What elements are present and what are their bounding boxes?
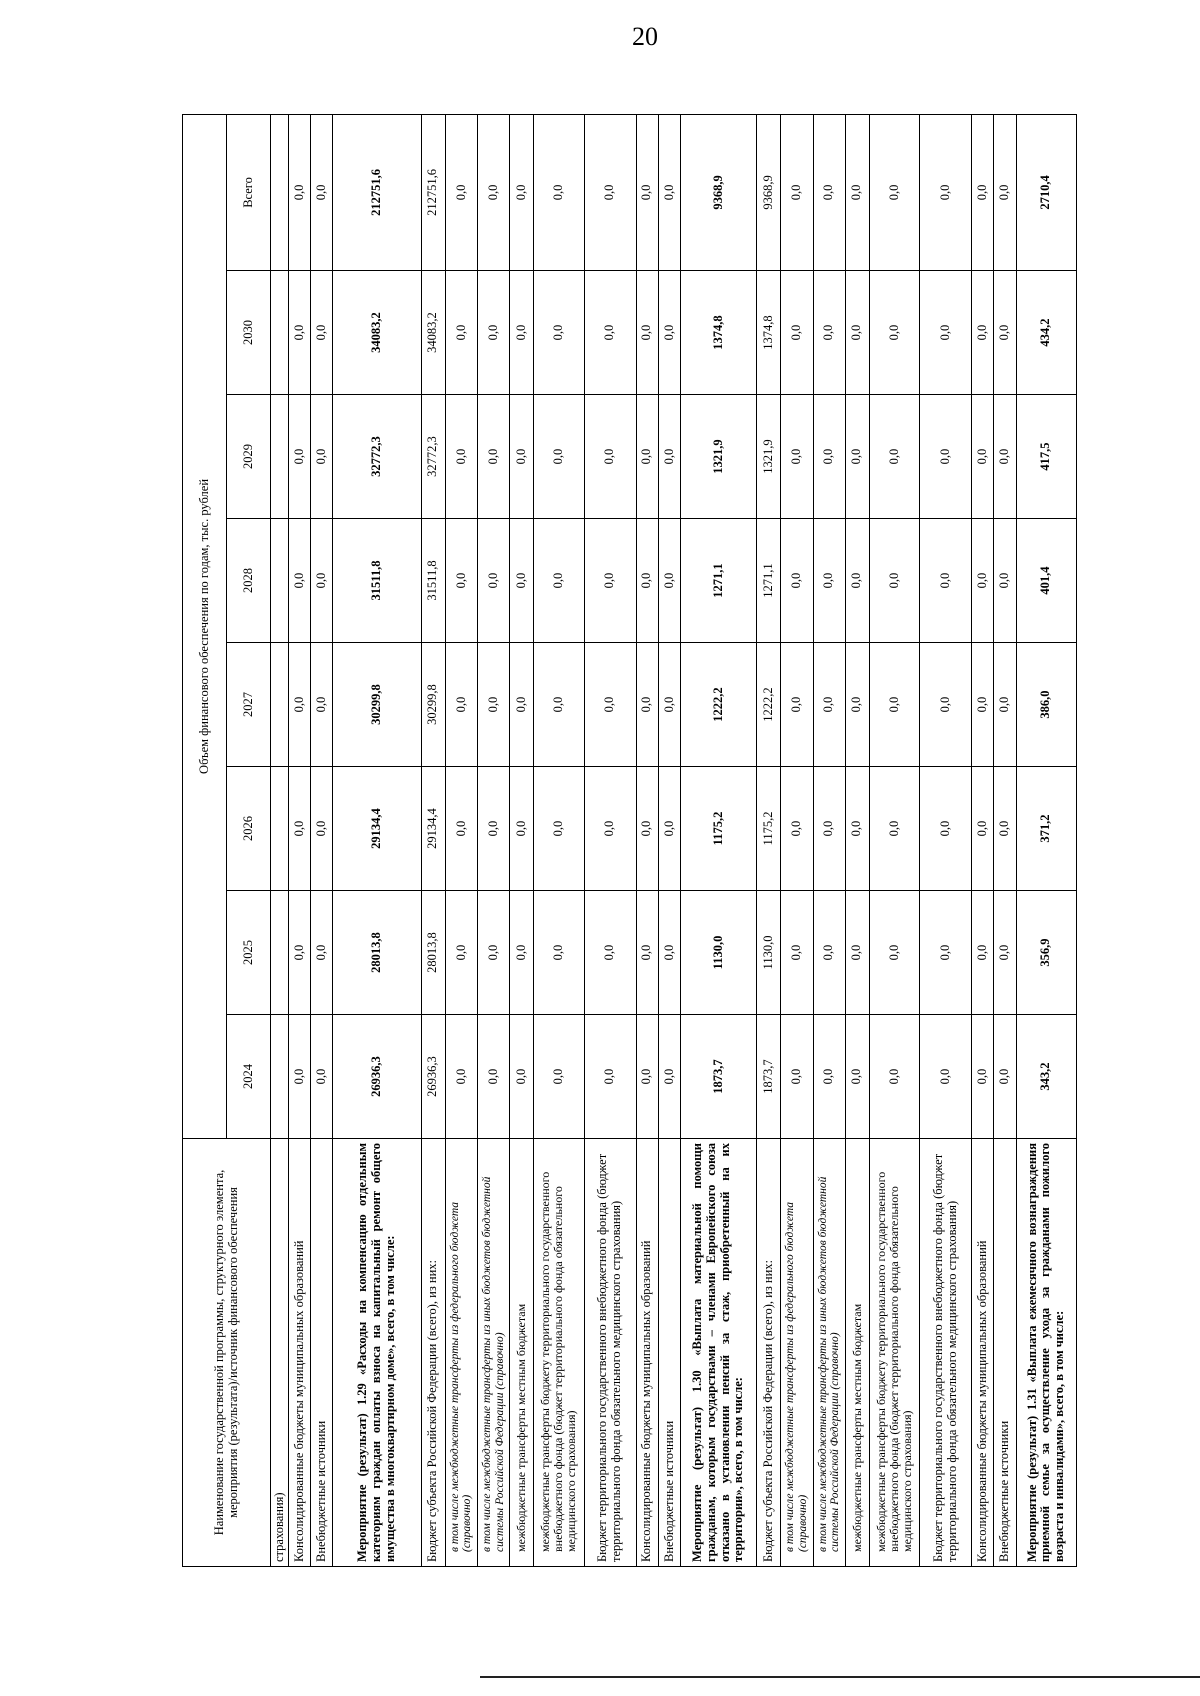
row-year-value: 0,0 bbox=[478, 1015, 510, 1139]
row-name: в том числе межбюджетные трансферты из федерального бюджета (справочно) bbox=[781, 1139, 813, 1567]
row-year-value: 0,0 bbox=[534, 395, 584, 519]
row-year-value: 0,0 bbox=[534, 767, 584, 891]
row-year-value: 0,0 bbox=[658, 395, 680, 519]
row-year-value: 0,0 bbox=[636, 643, 658, 767]
row-year-value: 401,4 bbox=[1016, 519, 1076, 643]
row-year-value: 0,0 bbox=[534, 271, 584, 395]
row-year-value: 0,0 bbox=[869, 271, 919, 395]
row-year-value: 30299,8 bbox=[421, 643, 445, 767]
row-year-value: 0,0 bbox=[658, 271, 680, 395]
row-name: Консолидированные бюджеты муниципальных образований bbox=[636, 1139, 658, 1567]
row-year-value: 32772,3 bbox=[421, 395, 445, 519]
row-year-value: 0,0 bbox=[972, 643, 994, 767]
row-year-value: 0,0 bbox=[584, 1015, 636, 1139]
row-year-value: 0,0 bbox=[658, 519, 680, 643]
row-year-value: 30299,8 bbox=[333, 643, 421, 767]
row-year-value: 0,0 bbox=[845, 271, 869, 395]
table-row bbox=[510, 114, 534, 1566]
row-total-value: 0,0 bbox=[994, 114, 1016, 270]
row-year-value: 0,0 bbox=[869, 767, 919, 891]
row-year-value: 0,0 bbox=[636, 395, 658, 519]
row-year-value: 0,0 bbox=[920, 891, 972, 1015]
row-year-value: 0,0 bbox=[584, 643, 636, 767]
row-year-value: 0,0 bbox=[510, 519, 534, 643]
table-row bbox=[845, 114, 869, 1566]
row-year-value: 31511,8 bbox=[421, 519, 445, 643]
row-year-value: 0,0 bbox=[510, 395, 534, 519]
header-year: 2027 bbox=[227, 643, 271, 767]
row-year-value: 0,0 bbox=[289, 271, 311, 395]
row-year-value: 1222,2 bbox=[757, 643, 781, 767]
row-year-value bbox=[271, 1015, 289, 1139]
row-year-value: 1873,7 bbox=[757, 1015, 781, 1139]
table-row bbox=[289, 114, 311, 1566]
row-year-value: 0,0 bbox=[478, 643, 510, 767]
row-year-value: 0,0 bbox=[869, 891, 919, 1015]
row-year-value: 0,0 bbox=[445, 767, 477, 891]
row-total-value: 0,0 bbox=[445, 114, 477, 270]
row-year-value: 0,0 bbox=[289, 1015, 311, 1139]
table-row bbox=[271, 114, 289, 1566]
row-total-value: 0,0 bbox=[584, 114, 636, 270]
scan-edge-line bbox=[480, 1676, 1200, 1678]
table-row bbox=[972, 114, 994, 1566]
row-year-value: 0,0 bbox=[781, 1015, 813, 1139]
row-year-value: 0,0 bbox=[289, 395, 311, 519]
row-name: межбюджетные трансферты местным бюджетам bbox=[845, 1139, 869, 1567]
header-volume-col: Объем финансового обеспечения по годам, тыс. рублей bbox=[183, 114, 227, 1138]
row-total-value: 0,0 bbox=[813, 114, 845, 270]
table-row bbox=[584, 114, 636, 1566]
row-year-value: 0,0 bbox=[445, 643, 477, 767]
row-name: Бюджет территориального государственного внебюджетного фонда (бюджет территориального фонда обязательного медицинского страхования) bbox=[584, 1139, 636, 1567]
row-year-value: 0,0 bbox=[584, 767, 636, 891]
row-year-value: 356,9 bbox=[1016, 891, 1076, 1015]
header-year: 2029 bbox=[227, 395, 271, 519]
row-year-value: 0,0 bbox=[845, 519, 869, 643]
row-year-value: 0,0 bbox=[658, 891, 680, 1015]
row-year-value: 0,0 bbox=[534, 643, 584, 767]
table-row bbox=[869, 114, 919, 1566]
row-year-value: 0,0 bbox=[972, 395, 994, 519]
row-name: в том числе межбюджетные трансферты из иных бюджетов бюджетной системы Российской Федерации (справочно) bbox=[813, 1139, 845, 1567]
row-year-value: 0,0 bbox=[658, 1015, 680, 1139]
row-total-value: 212751,6 bbox=[421, 114, 445, 270]
row-year-value: 0,0 bbox=[994, 767, 1016, 891]
row-year-value: 1374,8 bbox=[757, 271, 781, 395]
row-year-value: 0,0 bbox=[510, 891, 534, 1015]
row-year-value bbox=[271, 643, 289, 767]
row-year-value: 0,0 bbox=[994, 519, 1016, 643]
row-year-value: 0,0 bbox=[813, 271, 845, 395]
row-year-value: 0,0 bbox=[445, 519, 477, 643]
row-year-value: 1873,7 bbox=[680, 1015, 756, 1139]
row-year-value: 0,0 bbox=[311, 519, 333, 643]
row-year-value: 0,0 bbox=[994, 643, 1016, 767]
row-year-value: 0,0 bbox=[658, 767, 680, 891]
row-year-value: 0,0 bbox=[994, 271, 1016, 395]
row-total-value: 0,0 bbox=[658, 114, 680, 270]
row-name: Мероприятие (результат) 1.29 «Расходы на компенсацию отдельным категориям граждан оплаты взноса на капитальный ремонт общего имущества в многоквартирном доме», всего, в том числе: bbox=[333, 1139, 421, 1567]
row-year-value: 28013,8 bbox=[333, 891, 421, 1015]
table-row bbox=[534, 114, 584, 1566]
row-total-value: 0,0 bbox=[478, 114, 510, 270]
row-year-value: 0,0 bbox=[845, 643, 869, 767]
row-year-value: 0,0 bbox=[584, 891, 636, 1015]
row-year-value: 0,0 bbox=[920, 1015, 972, 1139]
table-row bbox=[680, 114, 756, 1566]
row-year-value: 0,0 bbox=[311, 891, 333, 1015]
row-year-value: 0,0 bbox=[781, 643, 813, 767]
row-year-value: 371,2 bbox=[1016, 767, 1076, 891]
row-name: в том числе межбюджетные трансферты из иных бюджетов бюджетной системы Российской Федерации (справочно) bbox=[478, 1139, 510, 1567]
header-year: 2024 bbox=[227, 1015, 271, 1139]
row-total-value bbox=[271, 114, 289, 270]
row-year-value: 0,0 bbox=[636, 891, 658, 1015]
row-name: страхования) bbox=[271, 1139, 289, 1567]
table-row bbox=[813, 114, 845, 1566]
row-year-value bbox=[271, 519, 289, 643]
row-year-value: 1130,0 bbox=[680, 891, 756, 1015]
row-year-value: 0,0 bbox=[478, 271, 510, 395]
table-row bbox=[478, 114, 510, 1566]
header-total: Всего bbox=[227, 114, 271, 270]
row-year-value: 0,0 bbox=[813, 395, 845, 519]
row-year-value: 1222,2 bbox=[680, 643, 756, 767]
row-year-value: 0,0 bbox=[534, 1015, 584, 1139]
row-year-value: 0,0 bbox=[658, 643, 680, 767]
row-year-value: 0,0 bbox=[311, 767, 333, 891]
row-year-value: 0,0 bbox=[994, 891, 1016, 1015]
row-total-value: 0,0 bbox=[920, 114, 972, 270]
row-year-value: 0,0 bbox=[869, 1015, 919, 1139]
row-year-value bbox=[271, 767, 289, 891]
row-year-value: 1321,9 bbox=[680, 395, 756, 519]
row-year-value: 0,0 bbox=[869, 395, 919, 519]
row-year-value: 0,0 bbox=[972, 271, 994, 395]
row-year-value: 26936,3 bbox=[421, 1015, 445, 1139]
row-year-value: 0,0 bbox=[781, 395, 813, 519]
row-year-value: 0,0 bbox=[920, 395, 972, 519]
table-row bbox=[1016, 114, 1076, 1566]
row-year-value: 0,0 bbox=[534, 519, 584, 643]
row-year-value: 0,0 bbox=[445, 395, 477, 519]
header-year: 2026 bbox=[227, 767, 271, 891]
row-year-value: 0,0 bbox=[845, 1015, 869, 1139]
row-year-value: 0,0 bbox=[289, 891, 311, 1015]
row-year-value: 0,0 bbox=[510, 643, 534, 767]
row-year-value: 0,0 bbox=[534, 891, 584, 1015]
row-year-value: 0,0 bbox=[813, 519, 845, 643]
row-total-value: 2710,4 bbox=[1016, 114, 1076, 270]
row-name: Консолидированные бюджеты муниципальных образований bbox=[972, 1139, 994, 1567]
table-row bbox=[333, 114, 421, 1566]
row-total-value: 0,0 bbox=[534, 114, 584, 270]
row-name: Внебюджетные источники bbox=[994, 1139, 1016, 1567]
row-year-value bbox=[271, 395, 289, 519]
row-year-value: 34083,2 bbox=[421, 271, 445, 395]
row-year-value: 0,0 bbox=[781, 519, 813, 643]
row-year-value: 0,0 bbox=[445, 271, 477, 395]
row-name: Внебюджетные источники bbox=[311, 1139, 333, 1567]
row-year-value: 1374,8 bbox=[680, 271, 756, 395]
row-year-value: 0,0 bbox=[845, 395, 869, 519]
row-total-value: 0,0 bbox=[972, 114, 994, 270]
row-year-value: 0,0 bbox=[445, 891, 477, 1015]
table-row bbox=[445, 114, 477, 1566]
row-year-value: 0,0 bbox=[510, 1015, 534, 1139]
table-row bbox=[994, 114, 1016, 1566]
row-year-value: 0,0 bbox=[311, 395, 333, 519]
row-year-value: 0,0 bbox=[869, 643, 919, 767]
header-year: 2025 bbox=[227, 891, 271, 1015]
row-year-value: 0,0 bbox=[813, 767, 845, 891]
row-year-value: 26936,3 bbox=[333, 1015, 421, 1139]
rotated-table-container bbox=[182, 115, 1077, 1567]
row-year-value: 0,0 bbox=[289, 767, 311, 891]
row-year-value: 0,0 bbox=[994, 395, 1016, 519]
table-body bbox=[271, 114, 1077, 1566]
table-row bbox=[636, 114, 658, 1566]
row-name: Мероприятие (результат) 1.31 «Выплата ежемесячного вознаграждения приемной семье за осуществление ухода за гражданами пожилого возраста и инвалидами», всего, в том числе: bbox=[1016, 1139, 1076, 1567]
row-year-value: 0,0 bbox=[813, 1015, 845, 1139]
row-year-value: 0,0 bbox=[510, 271, 534, 395]
row-name: Внебюджетные источники bbox=[658, 1139, 680, 1567]
page-number: 20 bbox=[632, 22, 658, 51]
row-total-value: 0,0 bbox=[510, 114, 534, 270]
row-year-value: 1175,2 bbox=[680, 767, 756, 891]
row-total-value: 0,0 bbox=[289, 114, 311, 270]
row-name: межбюджетные трансферты бюджету территориального государственного внебюджетного фонда (бюджет территориального фонда обязательного медицинского страхования) bbox=[869, 1139, 919, 1567]
row-year-value: 0,0 bbox=[781, 767, 813, 891]
row-year-value: 0,0 bbox=[636, 519, 658, 643]
row-total-value: 0,0 bbox=[636, 114, 658, 270]
row-year-value: 1175,2 bbox=[757, 767, 781, 891]
row-year-value: 0,0 bbox=[584, 395, 636, 519]
header-row-top bbox=[183, 114, 227, 1566]
row-total-value: 0,0 bbox=[845, 114, 869, 270]
row-year-value: 0,0 bbox=[994, 1015, 1016, 1139]
row-year-value: 0,0 bbox=[636, 271, 658, 395]
row-year-value: 0,0 bbox=[311, 1015, 333, 1139]
table-row bbox=[658, 114, 680, 1566]
row-year-value: 0,0 bbox=[920, 271, 972, 395]
header-name-col: Наименование государственной программы, структурного элемента, мероприятия (результата)/источник финансового обеспечения bbox=[183, 1139, 271, 1567]
row-year-value: 0,0 bbox=[636, 767, 658, 891]
row-year-value: 434,2 bbox=[1016, 271, 1076, 395]
row-year-value: 343,2 bbox=[1016, 1015, 1076, 1139]
row-year-value: 0,0 bbox=[478, 395, 510, 519]
row-year-value: 0,0 bbox=[845, 767, 869, 891]
row-year-value: 0,0 bbox=[972, 519, 994, 643]
row-year-value: 0,0 bbox=[920, 519, 972, 643]
row-year-value: 0,0 bbox=[845, 891, 869, 1015]
row-year-value: 0,0 bbox=[445, 1015, 477, 1139]
row-year-value: 0,0 bbox=[311, 271, 333, 395]
row-year-value: 29134,4 bbox=[421, 767, 445, 891]
row-total-value: 0,0 bbox=[869, 114, 919, 270]
header-year: 2028 bbox=[227, 519, 271, 643]
row-name: Мероприятие (результат) 1.30 «Выплата материальной помощи гражданам, которым государствами – членами Европейского союза отказано в установлении пенсий за стаж, приобретенный на их территории», всего, в том числе: bbox=[680, 1139, 756, 1567]
row-year-value bbox=[271, 271, 289, 395]
row-year-value: 0,0 bbox=[920, 767, 972, 891]
row-name: Консолидированные бюджеты муниципальных образований bbox=[289, 1139, 311, 1567]
row-year-value: 0,0 bbox=[478, 767, 510, 891]
row-total-value: 0,0 bbox=[311, 114, 333, 270]
header-year: 2030 bbox=[227, 271, 271, 395]
row-year-value: 0,0 bbox=[813, 643, 845, 767]
row-name: межбюджетные трансферты бюджету территориального государственного внебюджетного фонда (бюджет территориального фонда обязательного медицинского страхования) bbox=[534, 1139, 584, 1567]
row-year-value: 0,0 bbox=[781, 271, 813, 395]
row-name: межбюджетные трансферты местным бюджетам bbox=[510, 1139, 534, 1567]
row-year-value: 31511,8 bbox=[333, 519, 421, 643]
row-year-value: 1271,1 bbox=[757, 519, 781, 643]
table-row bbox=[781, 114, 813, 1566]
row-year-value: 0,0 bbox=[972, 1015, 994, 1139]
financing-table bbox=[182, 114, 1077, 1567]
row-name: Бюджет субъекта Российской Федерации (всего), из них: bbox=[421, 1139, 445, 1567]
row-total-value: 0,0 bbox=[781, 114, 813, 270]
table-row bbox=[920, 114, 972, 1566]
row-year-value: 28013,8 bbox=[421, 891, 445, 1015]
table-row bbox=[757, 114, 781, 1566]
row-year-value: 0,0 bbox=[311, 643, 333, 767]
row-name: в том числе межбюджетные трансферты из федерального бюджета (справочно) bbox=[445, 1139, 477, 1567]
row-year-value: 32772,3 bbox=[333, 395, 421, 519]
row-total-value: 212751,6 bbox=[333, 114, 421, 270]
row-year-value: 0,0 bbox=[920, 643, 972, 767]
row-year-value: 0,0 bbox=[510, 767, 534, 891]
row-year-value: 34083,2 bbox=[333, 271, 421, 395]
row-year-value bbox=[271, 891, 289, 1015]
row-year-value: 0,0 bbox=[972, 891, 994, 1015]
table-row bbox=[421, 114, 445, 1566]
row-year-value: 417,5 bbox=[1016, 395, 1076, 519]
row-year-value: 0,0 bbox=[869, 519, 919, 643]
row-year-value: 0,0 bbox=[636, 1015, 658, 1139]
row-name: Бюджет субъекта Российской Федерации (всего), из них: bbox=[757, 1139, 781, 1567]
row-total-value: 9368,9 bbox=[680, 114, 756, 270]
row-total-value: 9368,9 bbox=[757, 114, 781, 270]
row-year-value: 0,0 bbox=[813, 891, 845, 1015]
row-year-value: 0,0 bbox=[584, 519, 636, 643]
row-name: Бюджет территориального государственного внебюджетного фонда (бюджет территориального фонда обязательного медицинского страхования) bbox=[920, 1139, 972, 1567]
row-year-value: 0,0 bbox=[781, 891, 813, 1015]
row-year-value: 0,0 bbox=[478, 519, 510, 643]
row-year-value: 0,0 bbox=[289, 643, 311, 767]
row-year-value: 29134,4 bbox=[333, 767, 421, 891]
row-year-value: 0,0 bbox=[478, 891, 510, 1015]
row-year-value: 0,0 bbox=[289, 519, 311, 643]
row-year-value: 1321,9 bbox=[757, 395, 781, 519]
row-year-value: 1271,1 bbox=[680, 519, 756, 643]
table-row bbox=[311, 114, 333, 1566]
row-year-value: 0,0 bbox=[584, 271, 636, 395]
row-year-value: 0,0 bbox=[972, 767, 994, 891]
row-year-value: 386,0 bbox=[1016, 643, 1076, 767]
row-year-value: 1130,0 bbox=[757, 891, 781, 1015]
